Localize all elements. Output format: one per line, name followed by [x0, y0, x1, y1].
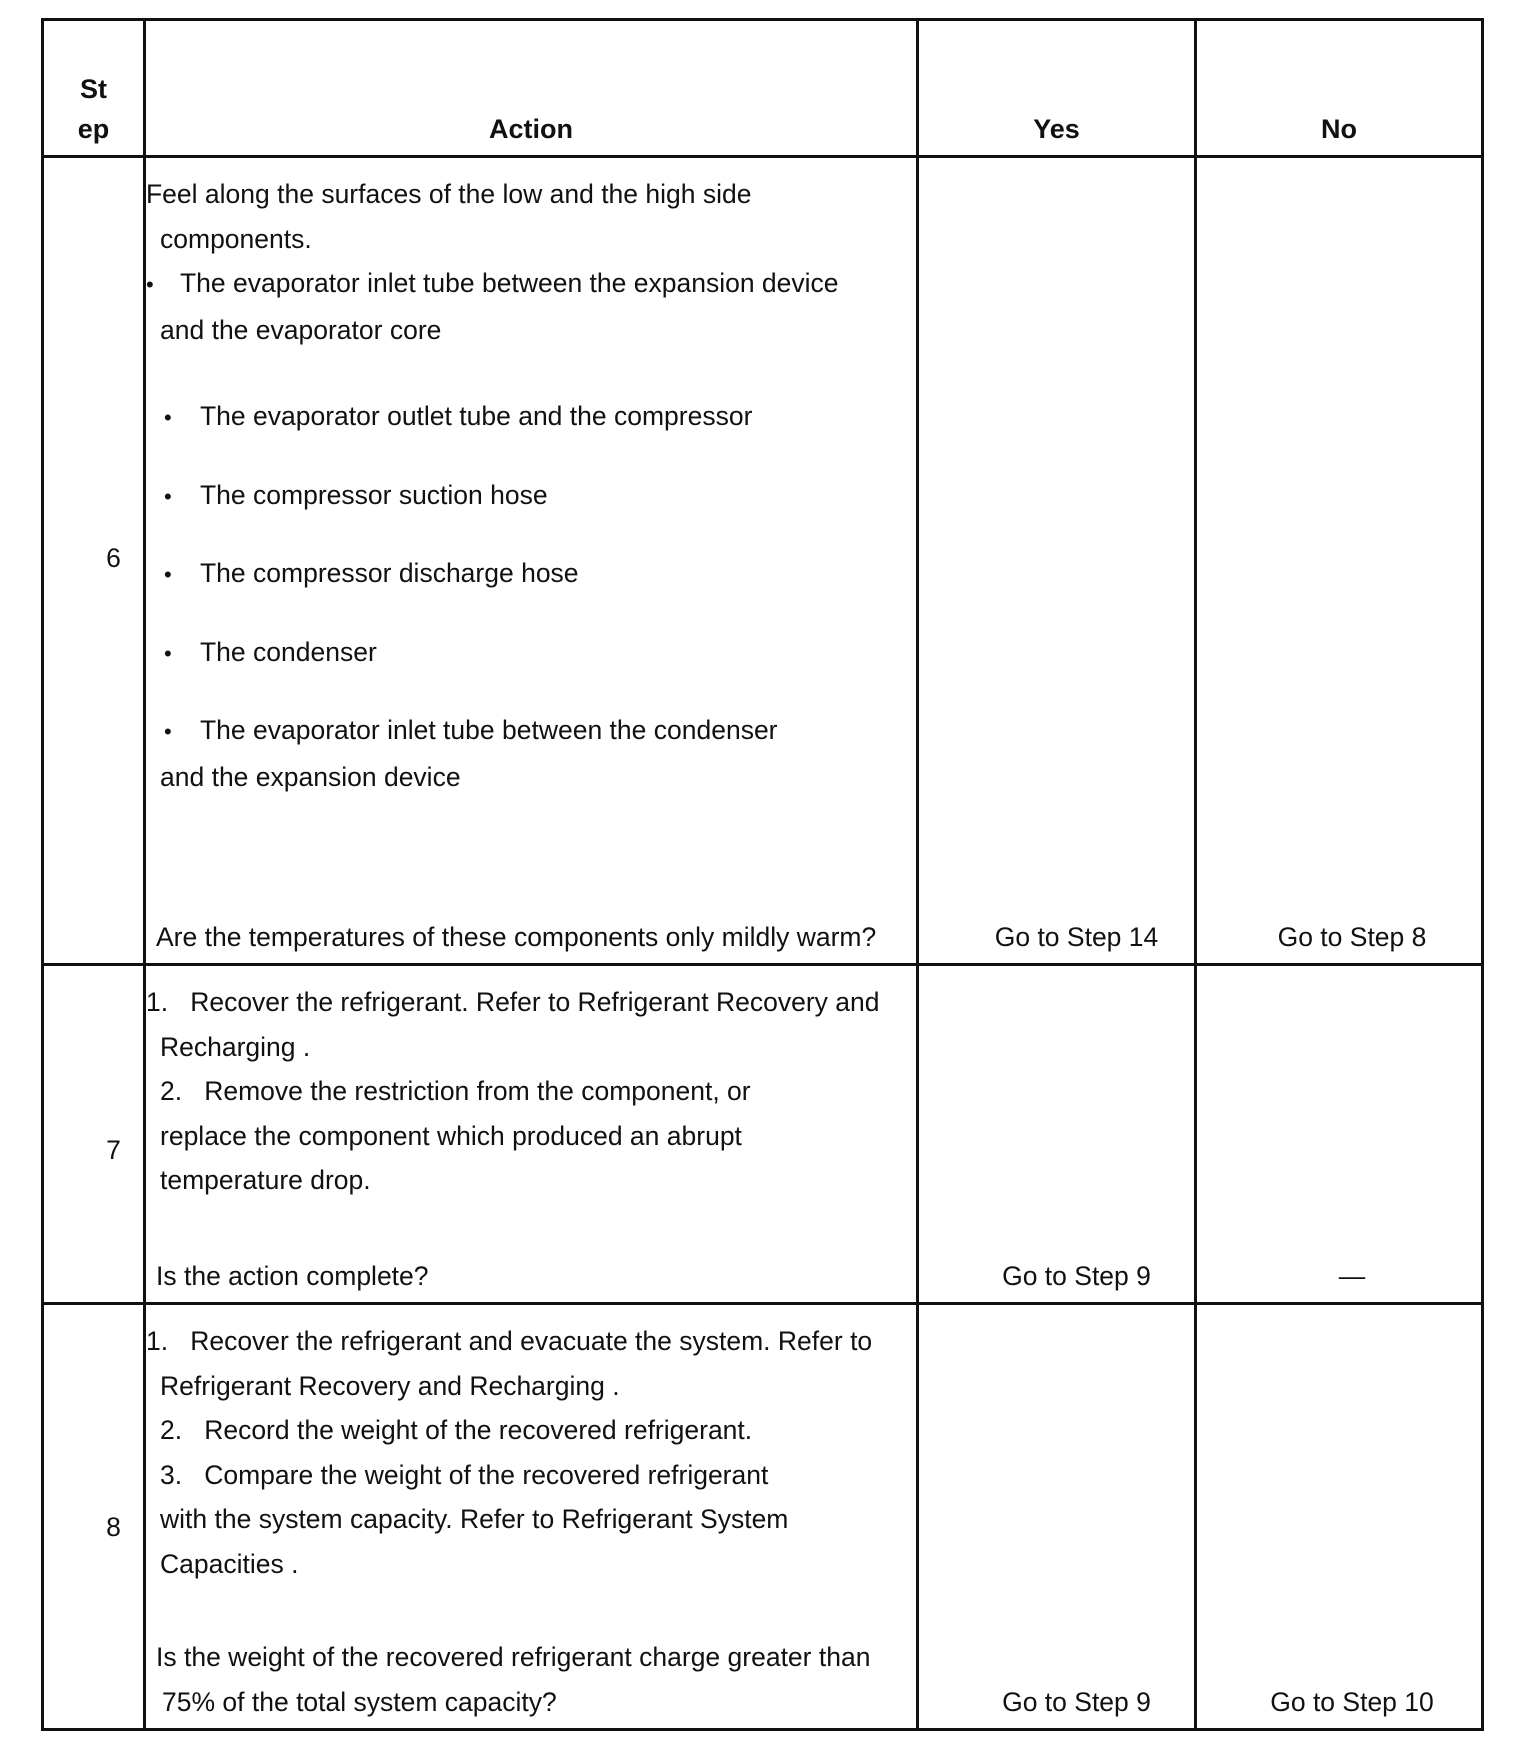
step-number: 8: [106, 1512, 121, 1542]
action-line: components.: [160, 223, 312, 254]
action-line: Feel along the surfaces of the low and the high side: [146, 179, 752, 209]
no-cell: [1196, 965, 1483, 1304]
bullet-list: [146, 394, 916, 755]
table-row-step-7: [43, 965, 1483, 1304]
bullet-icon: •: [164, 640, 172, 666]
bullet-text: The condenser: [200, 636, 377, 667]
header-no: [1196, 20, 1483, 157]
bullet-icon: •: [164, 719, 172, 744]
yes-answer: Go to Step 9: [1002, 1260, 1151, 1291]
step-number: 7: [106, 1135, 121, 1165]
bullet-item: [146, 394, 916, 441]
action-line: and the evaporator core: [160, 314, 442, 345]
yes-answer: Go to Step 14: [994, 921, 1159, 952]
yes-cell: [918, 1304, 1196, 1730]
action-line: 1. Recover the refrigerant and evacuate the system. Refer to: [146, 1326, 873, 1356]
bullet-item: [146, 473, 916, 520]
step-cell: [43, 1304, 145, 1730]
bullet-icon: •: [164, 405, 172, 430]
bullet-icon: •: [164, 483, 172, 509]
action-line: 3. Compare the weight of the recovered refrigerant: [160, 1459, 769, 1490]
bullet-icon: •: [164, 562, 172, 587]
step-cell: [43, 965, 145, 1304]
table-row-step-6: [43, 157, 1483, 965]
question-line: 75% of the total system capacity?: [162, 1686, 557, 1717]
action-line: with the system capacity. Refer to Refrigerant System: [160, 1504, 789, 1534]
bullet-text: The evaporator inlet tube between the expansion device: [180, 268, 839, 298]
header-row: [43, 20, 1483, 157]
yes-cell: [918, 965, 1196, 1304]
bullet-item: [146, 630, 916, 677]
bullet-text: The compressor discharge hose: [200, 558, 579, 588]
header-step-line2: ep: [77, 114, 110, 144]
bullet-text: The evaporator inlet tube between the condenser: [200, 715, 778, 745]
bullet-icon: •: [146, 272, 154, 297]
action-cell: [145, 1304, 918, 1730]
action-text: [146, 1319, 916, 1586]
no-cell: [1196, 157, 1483, 965]
question-text: Are the temperatures of these components only mildly warm?: [156, 921, 877, 952]
header-action: [145, 20, 918, 157]
bullet-item: [146, 551, 916, 598]
action-line: 2. Record the weight of the recovered refrigerant.: [160, 1415, 753, 1445]
step-cell: [43, 157, 145, 965]
bullet-item: [146, 261, 916, 308]
action-line: Recharging .: [160, 1031, 311, 1062]
action-line: and the expansion device: [160, 761, 461, 792]
header-step: [43, 20, 145, 157]
question-text: Is the action complete?: [156, 1260, 429, 1291]
header-yes: [918, 20, 1196, 157]
action-cell: [145, 965, 918, 1304]
diagnostic-table: [41, 18, 1484, 1731]
bullet-text: The evaporator outlet tube and the compressor: [200, 401, 753, 431]
action-line: replace the component which produced an abrupt: [160, 1120, 742, 1151]
no-answer: Go to Step 8: [1277, 921, 1427, 952]
header-yes-label: Yes: [1033, 114, 1080, 144]
action-text: [146, 980, 916, 1203]
no-answer: Go to Step 10: [1270, 1686, 1434, 1717]
action-text: [146, 172, 916, 799]
no-answer: —: [1338, 1260, 1366, 1291]
yes-cell: [918, 157, 1196, 965]
header-step-line1: St: [80, 74, 107, 104]
action-line: Refrigerant Recovery and Recharging .: [160, 1370, 620, 1401]
table-row-step-8: [43, 1304, 1483, 1730]
step-number: 6: [106, 543, 121, 573]
bullet-text: The compressor suction hose: [200, 479, 548, 510]
yes-answer: Go to Step 9: [1002, 1686, 1151, 1717]
action-cell: [145, 157, 918, 965]
action-line: 2. Remove the restriction from the component, or: [160, 1076, 751, 1106]
question-line: Is the weight of the recovered refrigerant charge greater than: [156, 1642, 871, 1672]
question-text: [156, 1635, 916, 1724]
action-line: 1. Recover the refrigerant. Refer to Refrigerant Recovery and: [146, 987, 880, 1017]
header-action-label: Action: [489, 114, 573, 144]
action-line: temperature drop.: [160, 1165, 371, 1195]
action-line: Capacities .: [160, 1548, 299, 1579]
bullet-item: [146, 708, 916, 755]
no-cell: [1196, 1304, 1483, 1730]
header-no-label: No: [1321, 114, 1357, 144]
